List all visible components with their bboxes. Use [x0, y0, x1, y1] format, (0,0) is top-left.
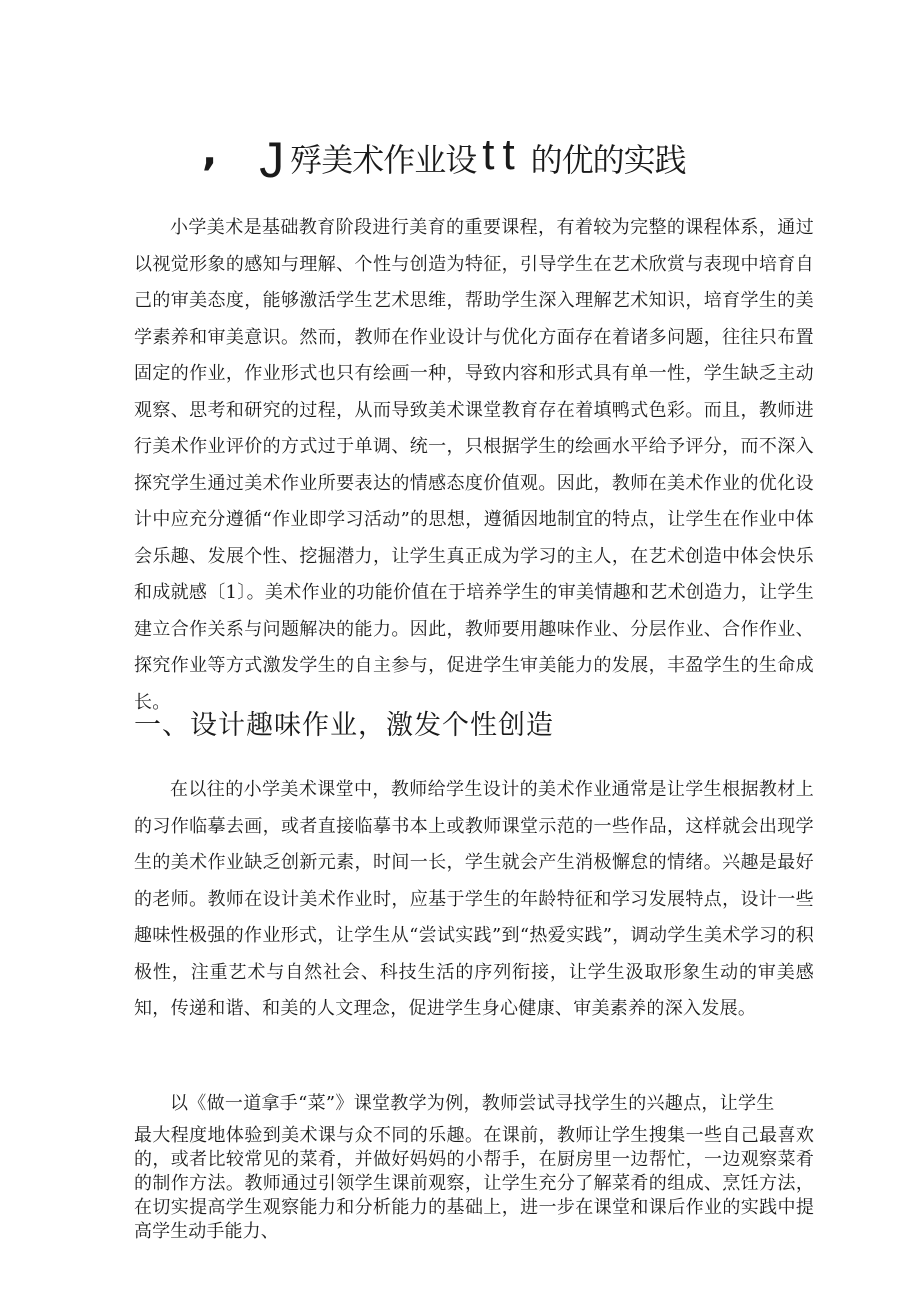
title-fragment-j: J: [259, 132, 285, 188]
example-paragraph-first-line: 以《做一道拿手“菜”》课堂教学为例，教师尝试寻找学生的兴趣点，让学生: [170, 1093, 775, 1114]
title-fragment-comma: ,: [202, 129, 218, 175]
title-fragment-end: 的优的实践: [530, 141, 686, 179]
intro-paragraph: 小学美术是基础教育阶段进行美育的重要课程，有着较为完整的课程体系，通过以视觉形象的感知与理解、个性与创造为特征，引导学生在艺术欣赏与表现中培育自己的审美态度，能够激活学生艺术思维，帮助学生深入理解艺术知识，培育学生的美学素养和审美意识。然而，教师在作业设计与优化方面存在着诸多问题，往往只布置固定的作业，作业形式也只有绘画一种，导致内容和形式具有单一性，学生缺乏主动观察、思考和研究的过程，从而导致美术课堂教育存在着填鸭式色彩。而且，教师进行美术作业评价的方式过于单调、统一，只根据学生的绘画水平给予评分，而不深入探究学生通过美术作业所要表达的情感态度价值观。因此，教师在美术作业的优化设计中应充分遵循“作业即学习活动”的思想，遵循因地制宜的特点，让学生在作业中体会乐趣、发展个性、挖掘潜力，让学生真正成为学习的主人，在艺术创造中体会快乐和成就感〔1〕。美术作业的功能价值在于培养学生的审美情趣和艺术创造力，让学生建立合作关系与问题解决的能力。因此，教师要用趣味作业、分层作业、合作作业、探究作业等方式激发学生的自主参与，促进学生审美能力的发展，丰盈学生的生命成长。: [134, 217, 814, 713]
title-fragment-tt: tt: [482, 130, 523, 179]
title-fragment-main: 殍美术作业设: [290, 141, 477, 179]
document-title: [120, 128, 800, 188]
section-heading: 一、设计趣味作业，激发个性创造: [134, 710, 554, 741]
example-paragraph-continuation: 最大程度地体验到美术课与众不同的乐趣。在课前，教师让学生搜集一些自己最喜欢的，或者比较常见的菜肴，并做好妈妈的小帮手，在厨房里一边帮忙，一边观察菜肴的制作方法。教师通过引领学生课前观察，让学生充分了解菜肴的组成、烹饪方法，在切实提高学生观察能力和分析能力的基础上，进一步在课堂和课后作业的实践中提高学生动手能力、: [134, 1125, 814, 1242]
section-paragraph: 在以往的小学美术课堂中，教师给学生设计的美术作业通常是让学生根据教材上的习作临摹去画，或者直接临摹书本上或教师课堂示范的一些作品，这样就会出现学生的美术作业缺乏创新元素，时间一长，学生就会产生消极懈怠的情绪。兴趣是最好的老师。教师在设计美术作业时，应基于学生的年龄特征和学习发展特点，设计一些趣味性极强的作业形式，让学生从“尝试实践”到“热爱实践”，调动学生美术学习的积极性，注重艺术与自然社会、科技生活的序列衔接，让学生汲取形象生动的审美感知，传递和谐、和美的人文理念，促进学生身心健康、审美素养的深入发展。: [134, 779, 814, 1019]
